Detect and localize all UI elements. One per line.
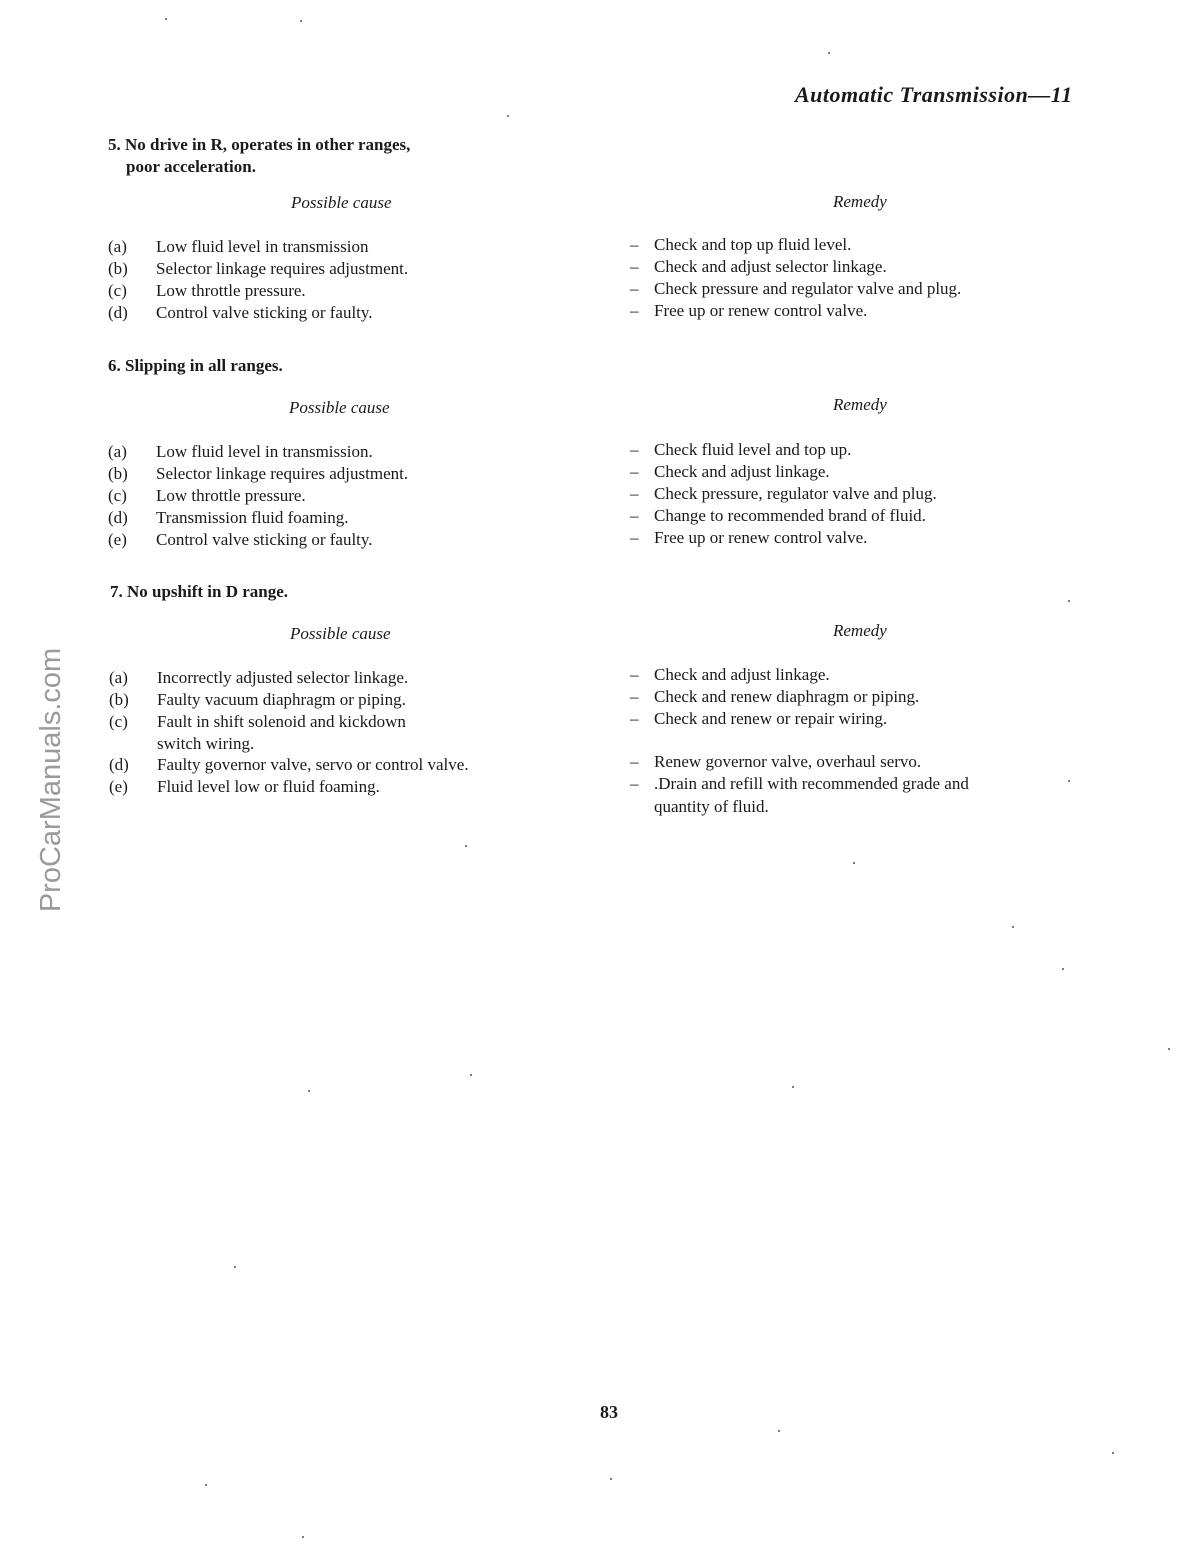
remedy-text: Free up or renew control valve. xyxy=(654,301,868,320)
cause-label: (d) xyxy=(109,755,129,774)
scan-speck xyxy=(1112,1452,1114,1454)
section-5-cause-header: Possible cause xyxy=(291,193,392,212)
remedy-text: Check and adjust selector linkage. xyxy=(654,257,887,276)
section-5-heading: 5. No drive in R, operates in other ranges, xyxy=(108,135,411,154)
remedy-dash: – xyxy=(630,665,639,684)
scan-speck xyxy=(828,52,830,54)
scan-speck xyxy=(1068,600,1070,602)
cause-text: Low throttle pressure. xyxy=(156,281,306,300)
scan-speck xyxy=(1012,926,1014,928)
cause-label: (e) xyxy=(108,530,127,549)
remedy-text: .Drain and refill with recommended grade and xyxy=(654,774,969,793)
cause-label: (c) xyxy=(109,712,128,731)
cause-label: (c) xyxy=(108,281,127,300)
remedy-text: Change to recommended brand of fluid. xyxy=(654,506,926,525)
remedy-dash: – xyxy=(630,528,639,547)
remedy-text: Free up or renew control valve. xyxy=(654,528,868,547)
remedy-dash: – xyxy=(630,506,639,525)
scan-speck xyxy=(507,115,509,117)
cause-text: Transmission fluid foaming. xyxy=(156,508,349,527)
page-number: 83 xyxy=(600,1402,618,1422)
cause-label: (d) xyxy=(108,303,128,322)
remedy-dash: – xyxy=(630,301,639,320)
remedy-text: Check fluid level and top up. xyxy=(654,440,852,459)
scan-speck xyxy=(610,1478,612,1480)
watermark-text: ProCarManuals.com xyxy=(35,647,67,913)
remedy-text: Renew governor valve, overhaul servo. xyxy=(654,752,922,771)
scan-speck xyxy=(1062,968,1064,970)
cause-text: Low fluid level in transmission. xyxy=(156,442,373,461)
remedy-dash: – xyxy=(630,462,639,481)
remedy-dash: – xyxy=(630,257,639,276)
scan-speck xyxy=(302,1536,304,1538)
remedy-text: Check pressure and regulator valve and plug. xyxy=(654,279,962,298)
cause-text: Faulty governor valve, servo or control valve. xyxy=(157,755,469,774)
scan-speck xyxy=(778,1430,780,1432)
cause-label: (a) xyxy=(108,442,127,461)
section-6-cause-header: Possible cause xyxy=(289,398,390,417)
cause-label: (a) xyxy=(108,237,127,256)
cause-label: (b) xyxy=(108,464,128,483)
scan-speck xyxy=(853,862,855,864)
section-6-heading: 6. Slipping in all ranges. xyxy=(108,356,283,375)
remedy-dash: – xyxy=(630,709,639,728)
cause-label: (e) xyxy=(109,777,128,796)
scan-speck xyxy=(165,18,167,20)
scan-speck xyxy=(300,20,302,22)
remedy-dash: – xyxy=(630,774,639,793)
scan-speck xyxy=(792,1086,794,1088)
cause-text: Selector linkage requires adjustment. xyxy=(156,259,409,278)
section-7-heading: 7. No upshift in D range. xyxy=(110,582,289,601)
cause-text: Fluid level low or fluid foaming. xyxy=(157,777,380,796)
scan-speck xyxy=(470,1074,472,1076)
section-5-heading-cont: poor acceleration. xyxy=(126,157,256,176)
scan-speck xyxy=(465,845,467,847)
scan-speck xyxy=(205,1484,207,1486)
remedy-dash: – xyxy=(630,440,639,459)
page-header: Automatic Transmission—11 xyxy=(795,82,1073,107)
cause-text: Control valve sticking or faulty. xyxy=(156,303,373,322)
remedy-text: Check and renew diaphragm or piping. xyxy=(654,687,920,706)
remedy-text: Check and adjust linkage. xyxy=(654,462,830,481)
cause-text: Incorrectly adjusted selector linkage. xyxy=(157,668,409,687)
section-7-cause-header: Possible cause xyxy=(290,624,391,643)
remedy-dash: – xyxy=(630,279,639,298)
scan-speck xyxy=(234,1266,236,1268)
remedy-dash: – xyxy=(630,484,639,503)
cause-text: Fault in shift solenoid and kickdown xyxy=(157,712,406,731)
remedy-text: quantity of fluid. xyxy=(654,797,769,816)
cause-label: (b) xyxy=(109,690,129,709)
remedy-dash: – xyxy=(630,752,639,771)
scan-speck xyxy=(1068,780,1070,782)
remedy-text: Check pressure, regulator valve and plug. xyxy=(654,484,937,503)
watermark xyxy=(0,640,100,920)
cause-label: (a) xyxy=(109,668,128,687)
cause-text: Selector linkage requires adjustment. xyxy=(156,464,409,483)
remedy-text: Check and top up fluid level. xyxy=(654,235,852,254)
cause-text: Control valve sticking or faulty. xyxy=(156,530,373,549)
scan-speck xyxy=(308,1090,310,1092)
remedy-dash: – xyxy=(630,687,639,706)
cause-text: Low fluid level in transmission xyxy=(156,237,369,256)
cause-label: (c) xyxy=(108,486,127,505)
scan-speck xyxy=(1168,1048,1170,1050)
section-5-remedy-header: Remedy xyxy=(833,192,887,211)
remedy-text: Check and adjust linkage. xyxy=(654,665,830,684)
remedy-dash: – xyxy=(630,235,639,254)
cause-text: Faulty vacuum diaphragm or piping. xyxy=(157,690,406,709)
cause-label: (d) xyxy=(108,508,128,527)
section-6-remedy-header: Remedy xyxy=(833,395,887,414)
section-7-remedy-header: Remedy xyxy=(833,621,887,640)
remedy-text: Check and renew or repair wiring. xyxy=(654,709,888,728)
cause-text: switch wiring. xyxy=(157,734,255,753)
cause-label: (b) xyxy=(108,259,128,278)
cause-text: Low throttle pressure. xyxy=(156,486,306,505)
